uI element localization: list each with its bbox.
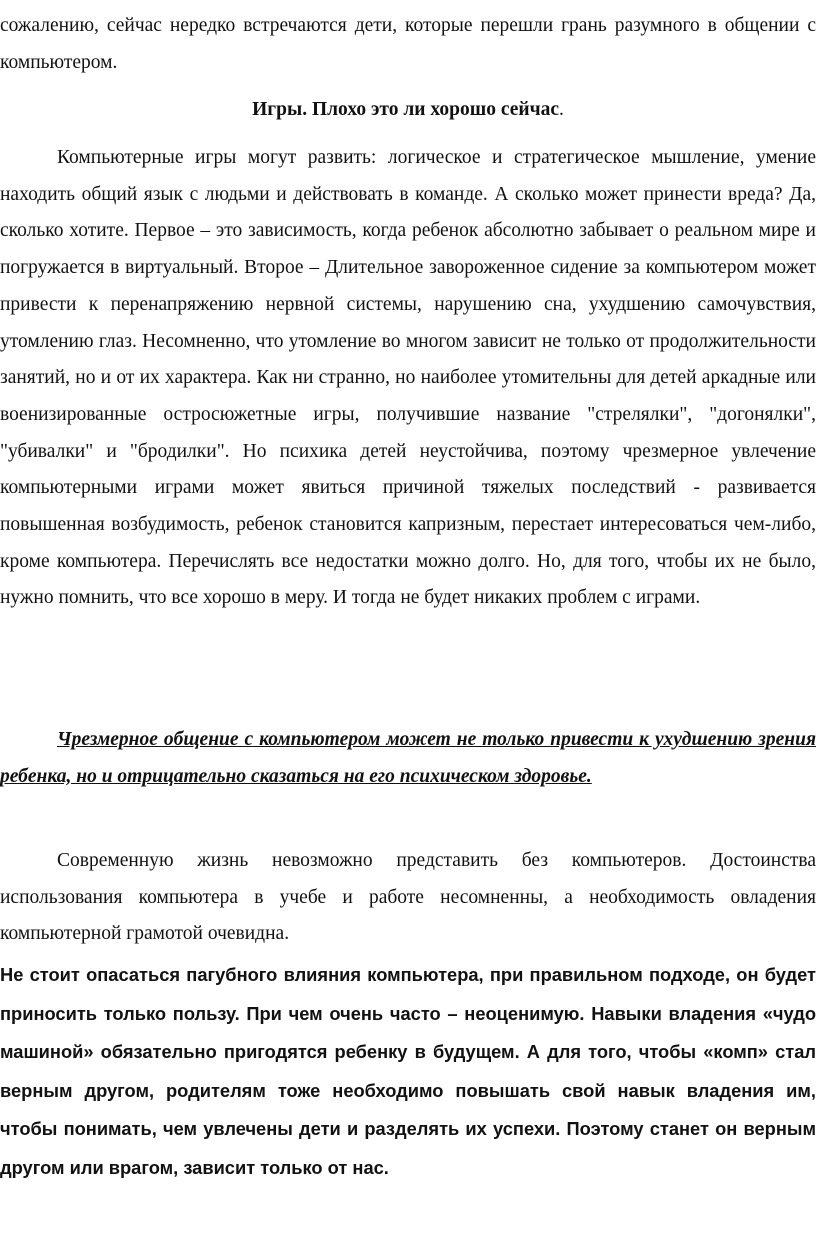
intro-paragraph: сожалению, сейчас нередко встречаются дети, которые перешли грань разумного в общении с компьютером. xyxy=(0,15,816,73)
games-paragraph: Компьютерные игры могут развить: логическое и стратегическое мышление, умение находить общий язык с людьми и действовать в команде. А сколько может принести вреда? Да, сколько хотите. Первое – это зависимость, когда ребенок абсолютно забывает о реальном мире и погружается в виртуальный. Второе – Длительное завороженное сидение за компьютером может привести к перенапряжению нервной системы, нарушению сна, ухудшению самочувствия, утомлению глаз. Несомненно, что утомление во многом зависит не только от продолжительности занятий, но и от их характера. Как ни странно, но наиболее утомительны для детей аркадные или военизированные остросюжетные игры, получившие название "стрелялки", "догонялки", "убивалки" и "бродилки". Но психика детей неустойчива, поэтому чрезмерное увлечение компьютерными играми может явиться причиной тяжелых последствий - развивается повышенная возбудимость, ребенок становится капризным, перестает интересоваться чем-либо, кроме компьютера. Перечислять все недостатки можно долго. Но, для того, чтобы их не было, нужно помнить, что все хорошо в меру. И тогда не будет никаких проблем с играми. xyxy=(0,147,816,609)
section-heading xyxy=(0,92,816,129)
modern-life-paragraph: Современную жизнь невозможно представить без компьютеров. Достоинства использования компьютера в учебе и работе несомненны, а необходимость овладения компьютерной грамотой очевидна. xyxy=(0,850,816,945)
section-heading-text: Игры. Плохо это ли хорошо сейчас xyxy=(252,99,560,120)
conclusion-paragraph: Не стоит опасаться пагубного влияния компьютера, при правильном подходе, он будет приносить только пользу. При чем очень часто – неоценимую. Навыки владения «чудо машиной» обязательно пригодятся ребенку в будущем. А для того, чтобы «комп» стал верным другом, родителям тоже необходимо повышать свой навык владения им, чтобы понимать, чем увлечены дети и разделять их успехи. Поэтому станет он верным другом или врагом, зависит только от нас. xyxy=(0,964,816,1178)
emphasis-paragraph: Чрезмерное общение с компьютером может не только привести к ухудшению зрения ребенка, но и отрицательно сказаться на его психическом здоровье. xyxy=(0,729,816,787)
section-heading-punct: . xyxy=(559,99,564,120)
